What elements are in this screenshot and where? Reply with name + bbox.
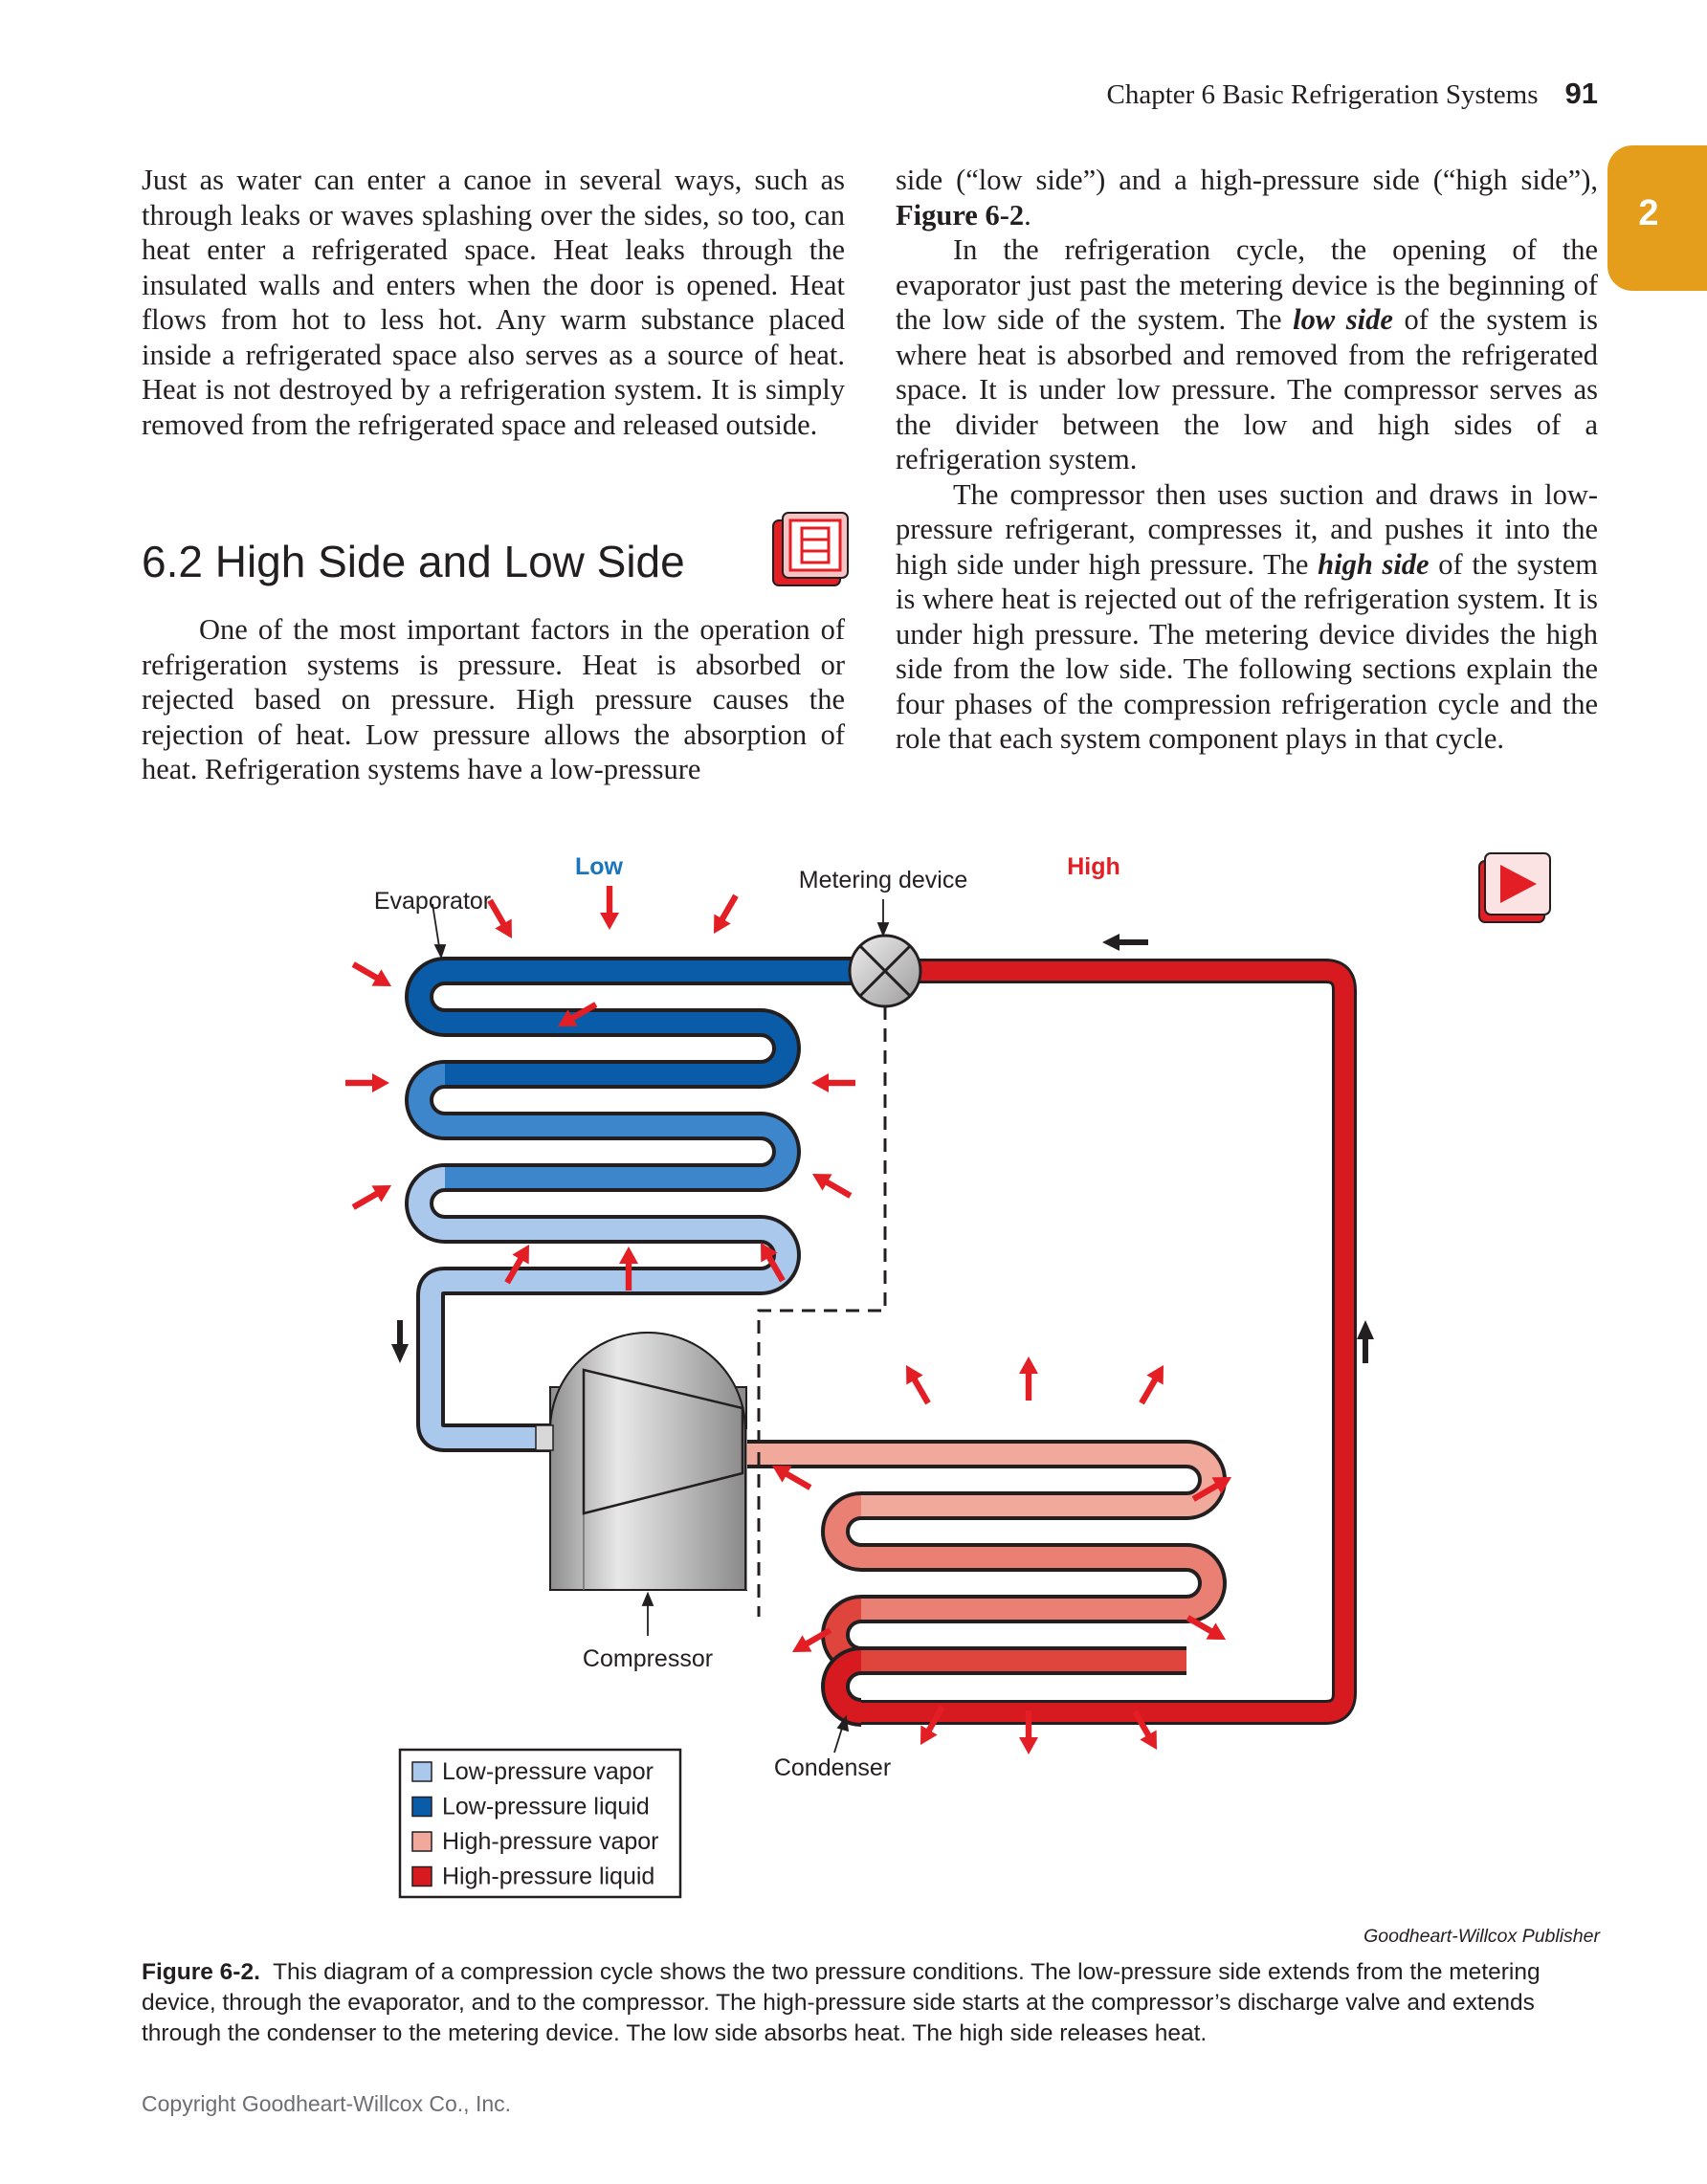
condenser-label: Condenser [773,1754,892,1781]
heat-arrow [808,1165,855,1203]
video-icon[interactable] [773,513,848,585]
paragraph: Just as water can enter a canoe in several ways, such as through leaks or waves splashing over the sides, so too, can heat enter a refrigerated space. Heat leaks through the insulated walls and enters when the door is opened. Heat flows from hot to less hot. Any warm substance placed inside a refrigerated space also serves as a source of heat. Heat is not destroyed by a refrigeration system. It is simply removed from the refrigerated space and released outside. [142,164,845,441]
key-term-low-side: low side [1293,303,1393,336]
metering-device-valve [850,936,920,1006]
figure-caption [142,1957,1596,2049]
legend-swatch [412,1762,432,1781]
copyright: Copyright Goodheart-Willcox Co., Inc. [142,2091,512,2116]
legend [400,1750,680,1897]
high-label: High [1067,853,1120,880]
evaporator-label: Evaporator [373,888,492,915]
heat-arrow [345,1073,389,1092]
figure-ref[interactable]: Figure 6-2 [896,198,1025,232]
legend-swatch [412,1867,432,1886]
heat-arrow [600,886,619,930]
heat-arrow [1019,1357,1038,1401]
compressor-label: Compressor [582,1645,714,1672]
low-label: Low [575,853,623,880]
heat-arrow [898,1360,936,1408]
chapter-title: Chapter 6 Basic Refrigeration Systems [1106,79,1539,110]
heat-arrow [811,1073,855,1092]
legend-swatch [412,1832,432,1851]
legend-label: Low-pressure liquid [442,1793,650,1820]
key-term-high-side: high side [1318,547,1430,581]
heat-arrow [1133,1360,1171,1408]
legend-label: High-pressure vapor [442,1828,659,1855]
caption-text: This diagram of a compression cycle shows the two pressure conditions. The low-pressure side extends from the metering device, through the evaporator, and to the compressor. The high-pressure side starts at the compressor’s discharge valve and extends through the condenser to the metering device. The low side absorbs heat. The high side releases heat. [142,1959,1541,2046]
metering-device-label: Metering device [798,867,968,893]
heat-arrow [348,956,396,994]
legend-label: Low-pressure vapor [442,1758,654,1785]
paragraph: The compressor then uses suction and draws in low-pressure refrigerant, compresses it, and pushes it into the high side under high pressure. The high side of the system is where heat is rejected out of the refrigeration system. It is under high pressure. The metering device divides the high side from the low side. The following sections explain the four phases of the compression refrigeration cycle and the role that each system component plays in that cycle. [896,477,1598,755]
caption-label: Figure 6-2. [142,1959,260,1985]
legend-label: High-pressure liquid [442,1863,655,1890]
play-icon[interactable] [1479,853,1550,922]
section-title: 6.2 High Side and Low Side [142,537,685,586]
figure-credit: Goodheart-Willcox Publisher [1363,1926,1600,1947]
paragraph: One of the most important factors in the operation of refrigeration systems is pressure. Heat is absorbed or rejected based on pressure. High pressure causes the rejection of heat. Low pressure allows the absorption of heat. Refrigeration systems have a low-pressure [142,613,845,785]
heat-arrow [348,1177,396,1215]
page-number: 91 [1564,77,1598,110]
heat-arrow [705,891,743,938]
condenser-coil [737,1454,1212,1712]
paragraph: side (“low side”) and a high-pressure side (“high side”), Figure 6-2. [896,164,1598,232]
paragraph: In the refrigeration cycle, the opening of the evaporator just past the metering device is the beginning of the low side of the system. The low side of the system is where heat is absorbed and removed from the refrigerated space. It is under low pressure. The compressor serves as the divider between the low and high sides of a refrigeration system. [896,233,1598,475]
compressor [536,1333,747,1590]
chapter-tab-label: 2 [1638,193,1659,233]
legend-swatch [412,1798,432,1817]
